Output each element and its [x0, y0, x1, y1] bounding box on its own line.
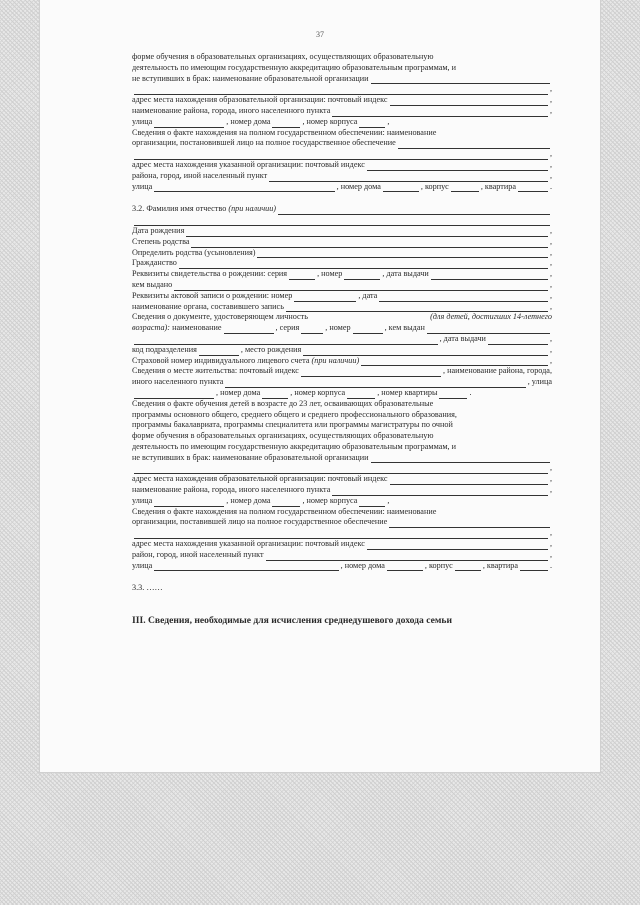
- text-line: деятельность по имеющим государственную аккредитацию образовательным программам, и: [132, 62, 456, 72]
- fill-line[interactable]: [431, 272, 548, 280]
- fill-line[interactable]: [266, 553, 548, 561]
- fill-line[interactable]: [371, 76, 550, 84]
- fill-line[interactable]: [488, 337, 548, 345]
- fill-line[interactable]: [359, 499, 385, 507]
- member-name-line: 3.2. Фамилия имя отчество (при наличии): [132, 204, 552, 215]
- fill-line[interactable]: [272, 499, 300, 507]
- fill-line[interactable]: [191, 240, 547, 248]
- text-line: Страховой номер индивидуального лицевого счета (при наличии) ,: [132, 355, 552, 365]
- fill-line[interactable]: [332, 109, 548, 117]
- fill-line[interactable]: [390, 98, 548, 106]
- text-line: не вступивших в брак: наименование образовательной организации: [132, 453, 552, 464]
- page-number: 37: [316, 30, 324, 39]
- text-line: не вступивших в брак: наименование образовательной организации: [132, 74, 552, 85]
- text-line: района, город, иной населенный пункт ,: [132, 170, 552, 180]
- fill-line[interactable]: [361, 358, 548, 366]
- fill-line[interactable]: [301, 369, 441, 377]
- fill-line[interactable]: [332, 488, 548, 496]
- fill-line[interactable]: [174, 283, 548, 291]
- fill-line[interactable]: [353, 326, 383, 334]
- fill-line[interactable]: [455, 563, 481, 571]
- fill-line[interactable]: [134, 152, 548, 160]
- fill-line[interactable]: [269, 174, 548, 182]
- text-line: улица , номер дома , корпус , квартира .: [132, 181, 552, 191]
- fill-row: ,: [132, 84, 552, 95]
- fill-line[interactable]: [278, 207, 550, 215]
- text-line: организации, поставившей лицо на полное государственное обеспечение: [132, 517, 552, 528]
- text-line: улица , номер дома , номер корпуса ,: [132, 116, 390, 126]
- text-line: Гражданство ,: [132, 258, 552, 268]
- fill-line[interactable]: [371, 455, 550, 463]
- text-line: , дата выдачи ,: [132, 334, 552, 345]
- fill-line[interactable]: [383, 184, 419, 192]
- text-line: Сведения о факте нахождения на полном государственном обеспечении: наименование: [132, 506, 437, 516]
- text-line: Сведения о месте жительства: почтовый индекс , наименование района, города,: [132, 366, 552, 376]
- fill-line[interactable]: [439, 391, 467, 399]
- text-line: Сведения о документе, удостоверяющем личность (для детей, достигших 14-летнего: [132, 312, 552, 322]
- text-line: наименование района, города, иного населенного пункта ,: [132, 105, 552, 115]
- fill-line[interactable]: [134, 531, 548, 539]
- text-line: возраста): наименование , серия , номер , кем выдан: [132, 323, 552, 334]
- fill-line[interactable]: [154, 563, 338, 571]
- fill-line[interactable]: [179, 261, 548, 269]
- fill-line[interactable]: [427, 326, 550, 334]
- fill-line[interactable]: [451, 184, 479, 192]
- section-heading: III. Сведения, необходимые для исчисления среднедушевого дохода семьи: [132, 615, 452, 627]
- fill-line[interactable]: [154, 499, 224, 507]
- text-line: иного населенного пункта , улица: [132, 377, 552, 387]
- fill-line[interactable]: [262, 391, 288, 399]
- fill-line[interactable]: [199, 348, 239, 356]
- fill-line[interactable]: [225, 380, 525, 388]
- fill-line[interactable]: [398, 141, 550, 149]
- fill-line[interactable]: [286, 304, 548, 312]
- fill-line[interactable]: [367, 163, 548, 171]
- text-line: улица , номер дома , номер корпуса ,: [132, 495, 390, 505]
- text-line: Степень родства ,: [132, 236, 552, 246]
- text-line: Сведения о факте нахождения на полном государственном обеспечении: наименование: [132, 127, 437, 137]
- fill-row: ,: [132, 528, 552, 539]
- fill-line[interactable]: [359, 120, 385, 128]
- text-line: кем выдано ,: [132, 279, 552, 289]
- fill-line[interactable]: [257, 250, 547, 258]
- fill-line[interactable]: [303, 348, 548, 356]
- document-page: [40, 0, 600, 772]
- text-line: форме обучения в образовательных организациях, осуществляющих образовательную: [132, 431, 434, 441]
- text-line: деятельность по имеющим государственную аккредитацию образовательным программам, и: [132, 441, 456, 451]
- text-line: Реквизиты актовой записи о рождении: номер , дата ,: [132, 290, 552, 300]
- fill-line[interactable]: [294, 294, 356, 302]
- text-line: адрес места нахождения указанной организации: почтовый индекс ,: [132, 159, 552, 169]
- fill-row: [132, 215, 552, 226]
- fill-line[interactable]: [154, 184, 334, 192]
- text-line: Реквизиты свидетельства о рождении: серия , номер , дата выдачи ,: [132, 269, 552, 279]
- text-line: адрес места нахождения образовательной организации: почтовый индекс ,: [132, 95, 552, 105]
- fill-line[interactable]: [379, 294, 548, 302]
- section-3-3: 3.3. ……: [132, 583, 163, 593]
- text-line: Дата рождения ,: [132, 225, 552, 235]
- fill-line[interactable]: [344, 272, 380, 280]
- fill-line[interactable]: [289, 272, 315, 280]
- fill-row: ,: [132, 149, 552, 160]
- text-line: адрес места нахождения образовательной организации: почтовый индекс ,: [132, 474, 552, 484]
- text-line: , номер дома , номер корпуса , номер квартиры .: [132, 388, 552, 399]
- fill-line[interactable]: [272, 120, 300, 128]
- fill-line[interactable]: [224, 326, 274, 334]
- fill-line[interactable]: [387, 563, 423, 571]
- fill-line[interactable]: [134, 391, 214, 399]
- text-line: адрес места нахождения указанной организации: почтовый индекс ,: [132, 539, 552, 549]
- fill-line[interactable]: [518, 184, 548, 192]
- fill-row: ,: [132, 463, 552, 474]
- fill-line[interactable]: [134, 218, 550, 226]
- fill-line[interactable]: [389, 520, 550, 528]
- text-line: код подразделения , место рождения ,: [132, 344, 552, 354]
- fill-line[interactable]: [520, 563, 548, 571]
- text-line: наименование района, города, иного населенного пункта ,: [132, 485, 552, 495]
- text-line: Сведения о факте обучения детей в возрасте до 23 лет, осваивающих образовательные: [132, 398, 434, 408]
- fill-line[interactable]: [347, 391, 375, 399]
- fill-line[interactable]: [154, 120, 224, 128]
- text-line: программы бакалавриата, программы специалитета или программы магистратуры по очной: [132, 420, 453, 430]
- fill-line[interactable]: [134, 337, 438, 345]
- text-line: наименование органа, составившего запись ,: [132, 301, 552, 311]
- fill-line[interactable]: [390, 477, 548, 485]
- fill-line[interactable]: [134, 87, 548, 95]
- text-line: форме обучения в образовательных организациях, осуществляющих образовательную: [132, 52, 434, 61]
- fill-line[interactable]: [186, 229, 548, 237]
- fill-line[interactable]: [301, 326, 323, 334]
- text-line: программы основного общего, среднего общего и среднего профессионального образования,: [132, 409, 457, 419]
- fill-line[interactable]: [134, 466, 548, 474]
- text-line: район, город, иной населенный пункт ,: [132, 549, 552, 559]
- text-line: организации, постановившей лицо на полное государственное обеспечение: [132, 138, 552, 149]
- fill-line[interactable]: [367, 542, 548, 550]
- text-line: Определить родства (усыновления) ,: [132, 247, 552, 257]
- text-line: улица , номер дома , корпус , квартира .: [132, 560, 552, 570]
- form-content: [132, 52, 552, 627]
